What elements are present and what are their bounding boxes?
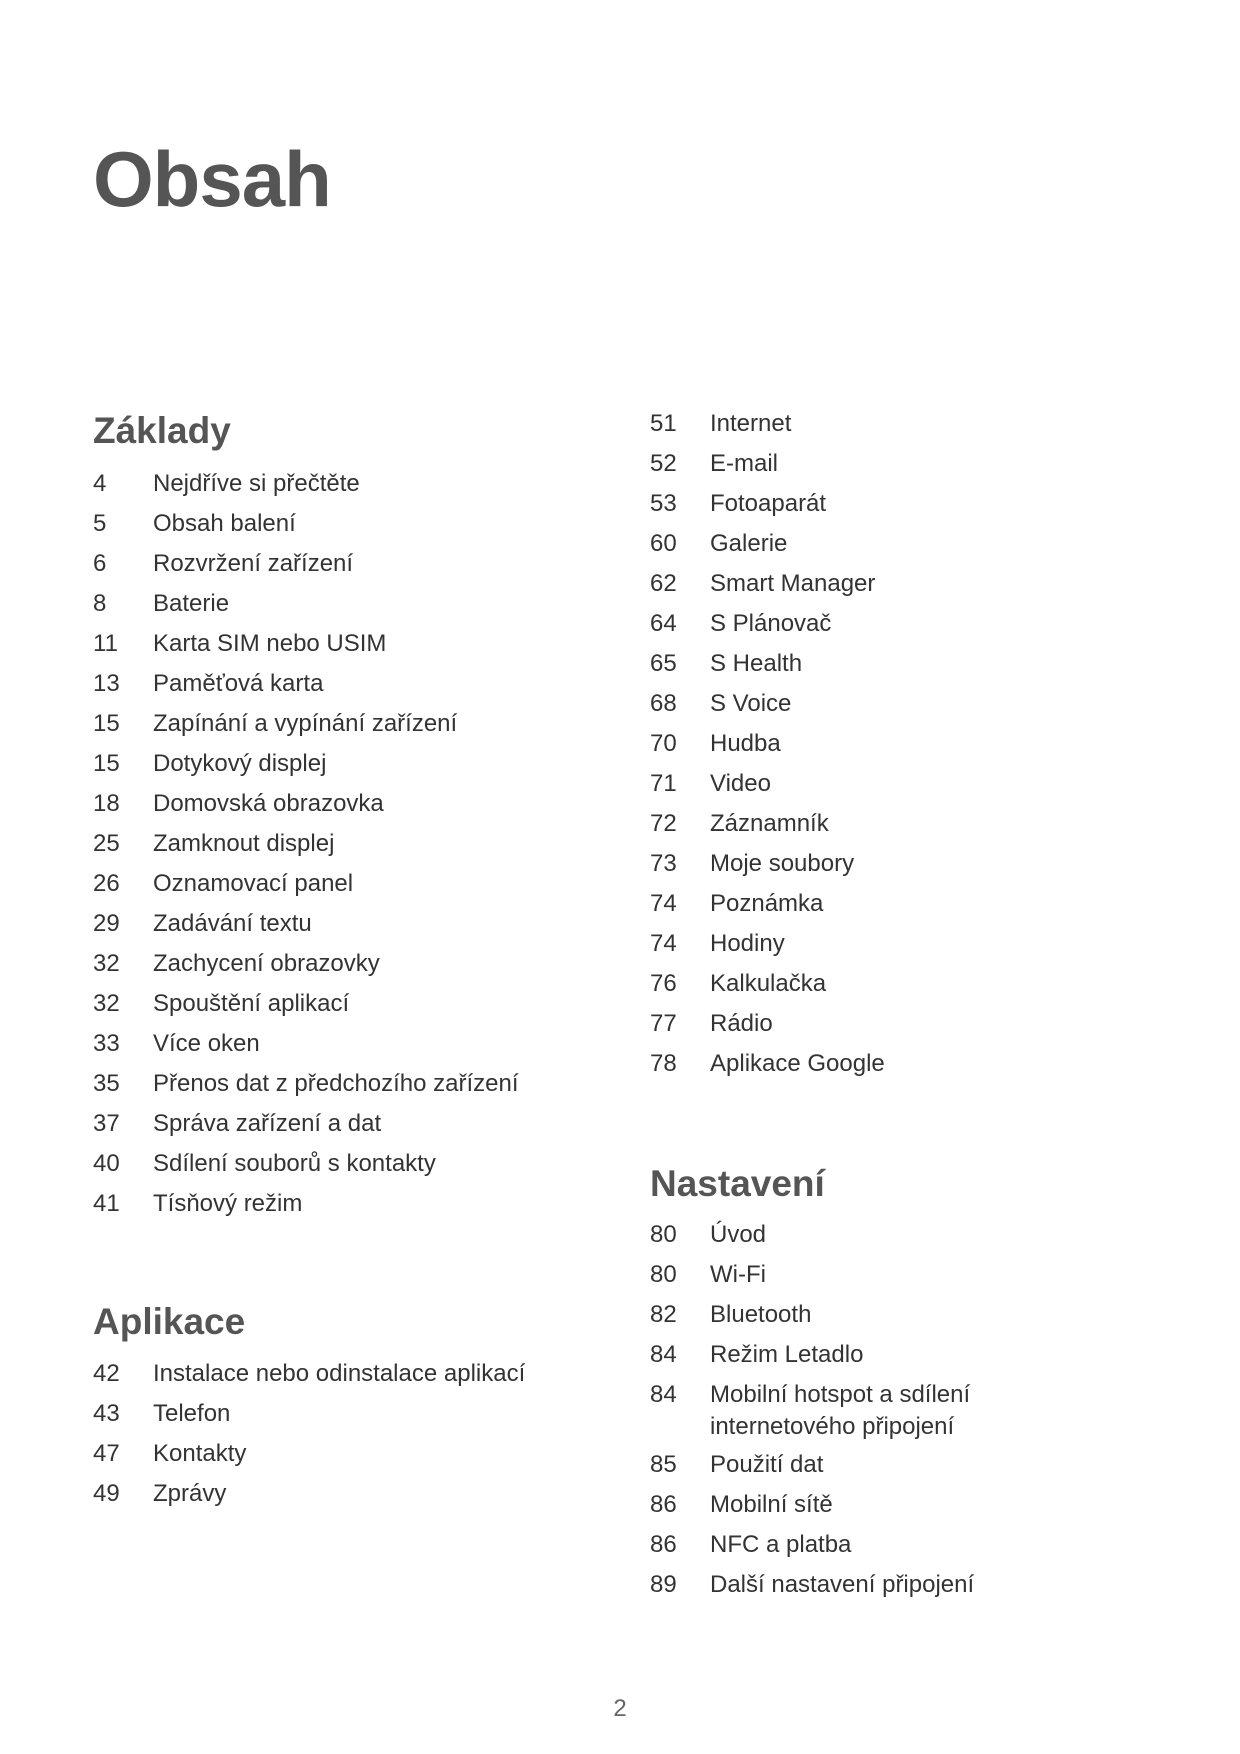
toc-entry-label: Video: [710, 770, 771, 797]
toc-entry-label: Použití dat: [710, 1451, 824, 1478]
page-number: 2: [613, 1695, 627, 1722]
toc-page-number: 68: [650, 690, 677, 717]
toc-page-number: 35: [93, 1070, 120, 1097]
toc-entry[interactable]: [650, 568, 1170, 608]
toc-page-number: 5: [93, 510, 107, 537]
toc-entry[interactable]: [93, 868, 633, 908]
section-heading-nastaveni: Nastavení: [650, 1163, 825, 1204]
toc-entry[interactable]: [650, 1219, 1170, 1259]
toc-entry[interactable]: [650, 728, 1170, 768]
toc-entry-label: Zachycení obrazovky: [153, 950, 380, 977]
toc-entry[interactable]: [93, 1358, 633, 1398]
toc-page-number: 8: [93, 590, 107, 617]
toc-page-number: 47: [93, 1440, 120, 1467]
toc-page-number: 52: [650, 450, 677, 477]
toc-page-number: 15: [93, 750, 120, 777]
toc-entry-label: Internet: [710, 410, 792, 437]
toc-entry[interactable]: [650, 688, 1170, 728]
toc-entry[interactable]: [650, 848, 1170, 888]
toc-page-number: 60: [650, 530, 677, 557]
toc-entry-label: Hudba: [710, 730, 781, 757]
toc-entry-label: Zprávy: [153, 1480, 227, 1507]
toc-entry[interactable]: [93, 788, 633, 828]
toc-page-number: 74: [650, 890, 677, 917]
toc-page-number: 53: [650, 490, 677, 517]
toc-page-number: 85: [650, 1451, 677, 1478]
toc-page-number: 71: [650, 770, 677, 797]
toc-entry[interactable]: [650, 448, 1170, 488]
toc-entry-label: Mobilní hotspot a sdílení internetového připojení: [710, 1381, 971, 1440]
toc-entry[interactable]: [93, 948, 633, 988]
toc-page-number: 40: [93, 1150, 120, 1177]
toc-page-number: 51: [650, 410, 677, 437]
toc-entry[interactable]: [650, 528, 1170, 568]
toc-entry[interactable]: [650, 408, 1170, 448]
toc-entry-label: Správa zařízení a dat: [153, 1110, 382, 1137]
toc-page-number: 32: [93, 950, 120, 977]
toc-entry[interactable]: [650, 1529, 1170, 1569]
toc-page-number: 84: [650, 1341, 677, 1368]
toc-entry-label: Sdílení souborů s kontakty: [153, 1150, 436, 1177]
toc-page-number: 89: [650, 1571, 677, 1598]
toc-entry-label: Více oken: [153, 1030, 260, 1057]
toc-entry[interactable]: [650, 888, 1170, 928]
toc-page-number: 70: [650, 730, 677, 757]
toc-entry[interactable]: [650, 1259, 1170, 1299]
toc-entry-label: Obsah balení: [153, 510, 296, 537]
toc-entry-label: Hodiny: [710, 930, 785, 957]
toc-entry[interactable]: [93, 748, 633, 788]
toc-page-number: 62: [650, 570, 677, 597]
toc-entry-label: Kontakty: [153, 1440, 247, 1467]
toc-entry[interactable]: [93, 988, 633, 1028]
toc-entry[interactable]: [650, 808, 1170, 848]
toc-entry-label: Přenos dat z předchozího zařízení: [153, 1070, 519, 1097]
toc-page-number: 80: [650, 1261, 677, 1288]
toc-page-number: 77: [650, 1010, 677, 1037]
toc-entry-label: Spouštění aplikací: [153, 990, 350, 1017]
toc-page-number: 41: [93, 1190, 120, 1217]
toc-entry[interactable]: [650, 768, 1170, 808]
toc-entry-label: Wi-Fi: [710, 1261, 766, 1288]
toc-page-number: 18: [93, 790, 120, 817]
toc-entry[interactable]: [650, 1008, 1170, 1048]
toc-page-number: 72: [650, 810, 677, 837]
toc-entry-label: Tísňový režim: [153, 1190, 303, 1217]
toc-entry-label: Režim Letadlo: [710, 1341, 864, 1368]
toc-entry[interactable]: [93, 588, 633, 628]
toc-page-number: 78: [650, 1050, 677, 1077]
toc-entry-label: Fotoaparát: [710, 490, 827, 517]
toc-entry-label: Karta SIM nebo USIM: [153, 630, 387, 657]
toc-entry[interactable]: [93, 908, 633, 948]
toc-page-number: 49: [93, 1480, 120, 1507]
toc-entry-label: Galerie: [710, 530, 788, 557]
toc-entry-label: Telefon: [153, 1400, 231, 1427]
toc-page-number: 86: [650, 1531, 677, 1558]
toc-page-number: 33: [93, 1030, 120, 1057]
toc-entry-label: Moje soubory: [710, 850, 855, 877]
toc-page-number: 64: [650, 610, 677, 637]
toc-entry-label: Oznamovací panel: [153, 870, 354, 897]
toc-entry-label: Baterie: [153, 590, 230, 617]
toc-entry-label: S Health: [710, 650, 803, 677]
toc-entry-label: Mobilní sítě: [710, 1491, 833, 1518]
page-title: Obsah: [93, 135, 331, 223]
toc-page-number: 43: [93, 1400, 120, 1427]
toc-entry-label: Nejdříve si přečtěte: [153, 470, 360, 497]
toc-entry-label: NFC a platba: [710, 1531, 852, 1558]
toc-page-number: 73: [650, 850, 677, 877]
toc-page-number: 13: [93, 670, 120, 697]
toc-page-number: 25: [93, 830, 120, 857]
toc-entry-label: Bluetooth: [710, 1301, 812, 1328]
toc-entry-label: Zapínání a vypínání zařízení: [153, 710, 458, 737]
toc-entry-label: Zadávání textu: [153, 910, 312, 937]
toc-entry-label: Aplikace Google: [710, 1050, 885, 1077]
toc-entry[interactable]: [93, 468, 633, 508]
toc-page-number: 84: [650, 1381, 677, 1408]
toc-entry[interactable]: [93, 1068, 633, 1108]
toc-entry[interactable]: [93, 1148, 633, 1188]
toc-page-number: 86: [650, 1491, 677, 1518]
toc-entry-label: Poznámka: [710, 890, 824, 917]
toc-entry[interactable]: [650, 1299, 1170, 1339]
toc-page-number: 32: [93, 990, 120, 1017]
toc-entry-label: Smart Manager: [710, 570, 876, 597]
toc-entry[interactable]: [650, 608, 1170, 648]
toc-entry[interactable]: [93, 1188, 633, 1228]
toc-entry[interactable]: [93, 1438, 633, 1478]
toc-page-number: 37: [93, 1110, 120, 1137]
toc-entry[interactable]: [93, 828, 633, 868]
toc-entry[interactable]: [650, 968, 1170, 1008]
toc-entry-label: Záznamník: [710, 810, 829, 837]
toc-entry[interactable]: [650, 1379, 1170, 1449]
toc-entry-label: S Voice: [710, 690, 792, 717]
toc-page-number: 15: [93, 710, 120, 737]
toc-entry[interactable]: [93, 668, 633, 708]
toc-entry[interactable]: [650, 648, 1170, 688]
toc-entry[interactable]: [650, 488, 1170, 528]
toc-entry[interactable]: [650, 1339, 1170, 1379]
toc-entry[interactable]: [93, 548, 633, 588]
toc-page-number: 82: [650, 1301, 677, 1328]
toc-entry[interactable]: [93, 1398, 633, 1438]
toc-entry[interactable]: [650, 1569, 1170, 1609]
toc-page-number: 11: [93, 630, 118, 657]
toc-page-number: 76: [650, 970, 677, 997]
toc-entry[interactable]: [650, 1489, 1170, 1529]
toc-page-number: 42: [93, 1360, 120, 1387]
toc-entry[interactable]: [650, 928, 1170, 968]
toc-entry[interactable]: [650, 1449, 1170, 1489]
section-heading-aplikace: Aplikace: [93, 1301, 246, 1342]
toc-page-number: 74: [650, 930, 677, 957]
toc-entry-label: Domovská obrazovka: [153, 790, 384, 817]
toc-entry[interactable]: [650, 1048, 1170, 1088]
toc-entry-label: Instalace nebo odinstalace aplikací: [153, 1360, 526, 1387]
toc-page-number: 26: [93, 870, 120, 897]
toc-page-number: 6: [93, 550, 107, 577]
toc-entry[interactable]: [93, 1028, 633, 1068]
toc-entry[interactable]: [93, 1478, 633, 1518]
toc-entry-label: Další nastavení připojení: [710, 1571, 975, 1598]
toc-entry-label: Rozvržení zařízení: [153, 550, 354, 577]
toc-entry[interactable]: [93, 508, 633, 548]
toc-entry-label: Dotykový displej: [153, 750, 327, 777]
toc-entry-label: Zamknout displej: [153, 830, 335, 857]
toc-entry-label: Úvod: [710, 1221, 767, 1248]
toc-page-number: 29: [93, 910, 120, 937]
toc-entry[interactable]: [93, 628, 633, 668]
toc-entry-label: Rádio: [710, 1010, 773, 1037]
toc-entry-label: S Plánovač: [710, 610, 832, 637]
toc-page-number: 65: [650, 650, 677, 677]
section-heading-zaklady: Základy: [93, 410, 231, 451]
toc-page-number: 80: [650, 1221, 677, 1248]
toc-entry-label: Paměťová karta: [153, 670, 324, 697]
toc-entry-label: E-mail: [710, 450, 779, 477]
toc-entry-label: Kalkulačka: [710, 970, 827, 997]
toc-entry[interactable]: [93, 1108, 633, 1148]
toc-page-number: 4: [93, 470, 107, 497]
toc-entry[interactable]: [93, 708, 633, 748]
